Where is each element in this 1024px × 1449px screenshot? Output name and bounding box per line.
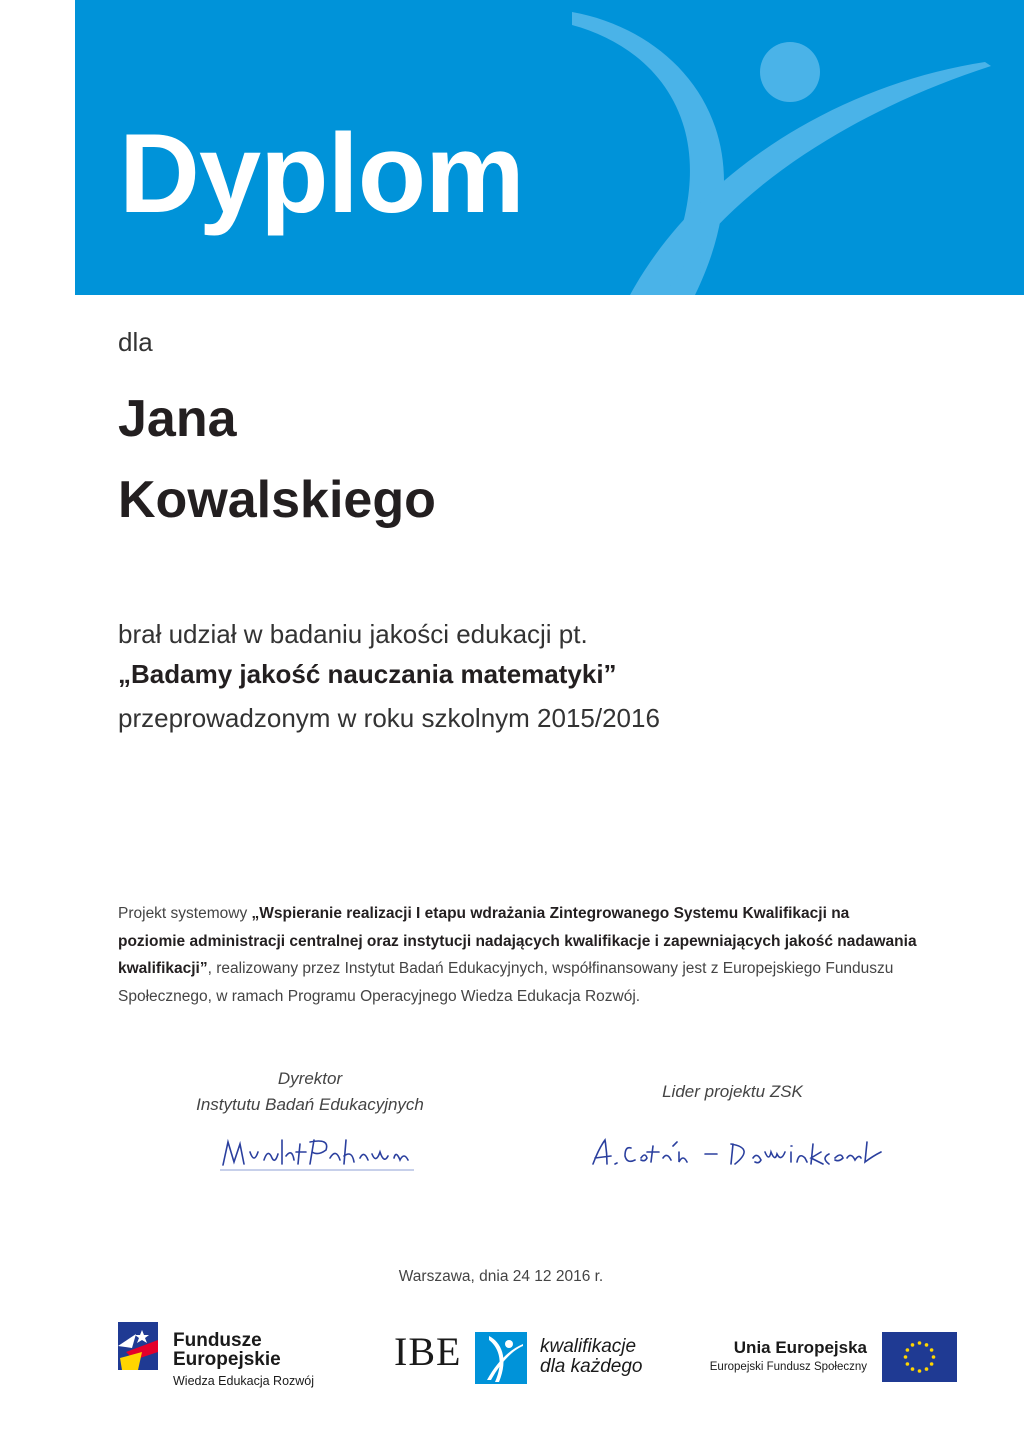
recipient-last-name: Kowalskiego	[118, 471, 436, 529]
recipient-first-name: Jana	[118, 390, 237, 448]
eu-flag-icon	[882, 1332, 957, 1382]
eu-logo-line-2: Europejski Fundusz Społeczny	[709, 1361, 867, 1373]
recipient-intro: dla	[118, 327, 153, 357]
left-signatory-title	[160, 1066, 460, 1118]
place-and-date: Warszawa, dnia 24 12 2016 r.	[398, 1268, 604, 1285]
kwalifikacje-line-1: kwalifikacje	[540, 1336, 637, 1357]
fe-logo-line-1: Fundusze	[173, 1330, 262, 1351]
left-signatory-role: Dyrektor	[277, 1069, 343, 1088]
page-title: Dyplom	[119, 111, 524, 236]
left-signatory-institution: Instytutu Badań Edukacyjnych	[196, 1095, 424, 1114]
header-banner	[75, 0, 1024, 295]
eu-logo-line-1: Unia Europejska	[733, 1338, 867, 1357]
right-signatory-title: Lider projektu ZSK	[662, 1082, 803, 1101]
left-handwritten-signature	[218, 1130, 418, 1175]
right-handwritten-signature	[585, 1128, 895, 1173]
fe-logo-line-3: Wiedza Edukacja Rozwój	[173, 1374, 315, 1388]
project-name: „Wspieranie realizacji I etapu wdrażania Zintegrowanego Systemu Kwalifikacji na poziomie administracji centralnej oraz instytucji nadających kwalifikacje i zapewniających jakość nadawania kwalifikacji”	[118, 905, 917, 977]
project-suffix: , realizowany przez Instytut Badań Edukacyjnych, współfinansowany jest z Europejskiego Funduszu Społecznego, w ramach Programu Operacyjnego Wiedza Edukacja Rozwój.	[118, 960, 894, 1005]
study-title: „Badamy jakość nauczania matematyki”	[118, 659, 617, 689]
project-description	[118, 900, 918, 1010]
ibe-logo-text: IBE	[394, 1329, 462, 1374]
body-line-3: przeprowadzonym w roku szkolnym 2015/2016	[118, 703, 660, 733]
fundusze-europejskie-logo-icon	[118, 1322, 158, 1370]
kwalifikacje-line-2: dla każdego	[540, 1356, 643, 1377]
project-prefix: Projekt systemowy	[118, 905, 252, 922]
fe-logo-line-2: Europejskie	[173, 1349, 281, 1370]
kwalifikacje-person-icon	[475, 1332, 527, 1384]
body-line-1: brał udział w badaniu jakości edukacji pt.	[118, 619, 588, 649]
